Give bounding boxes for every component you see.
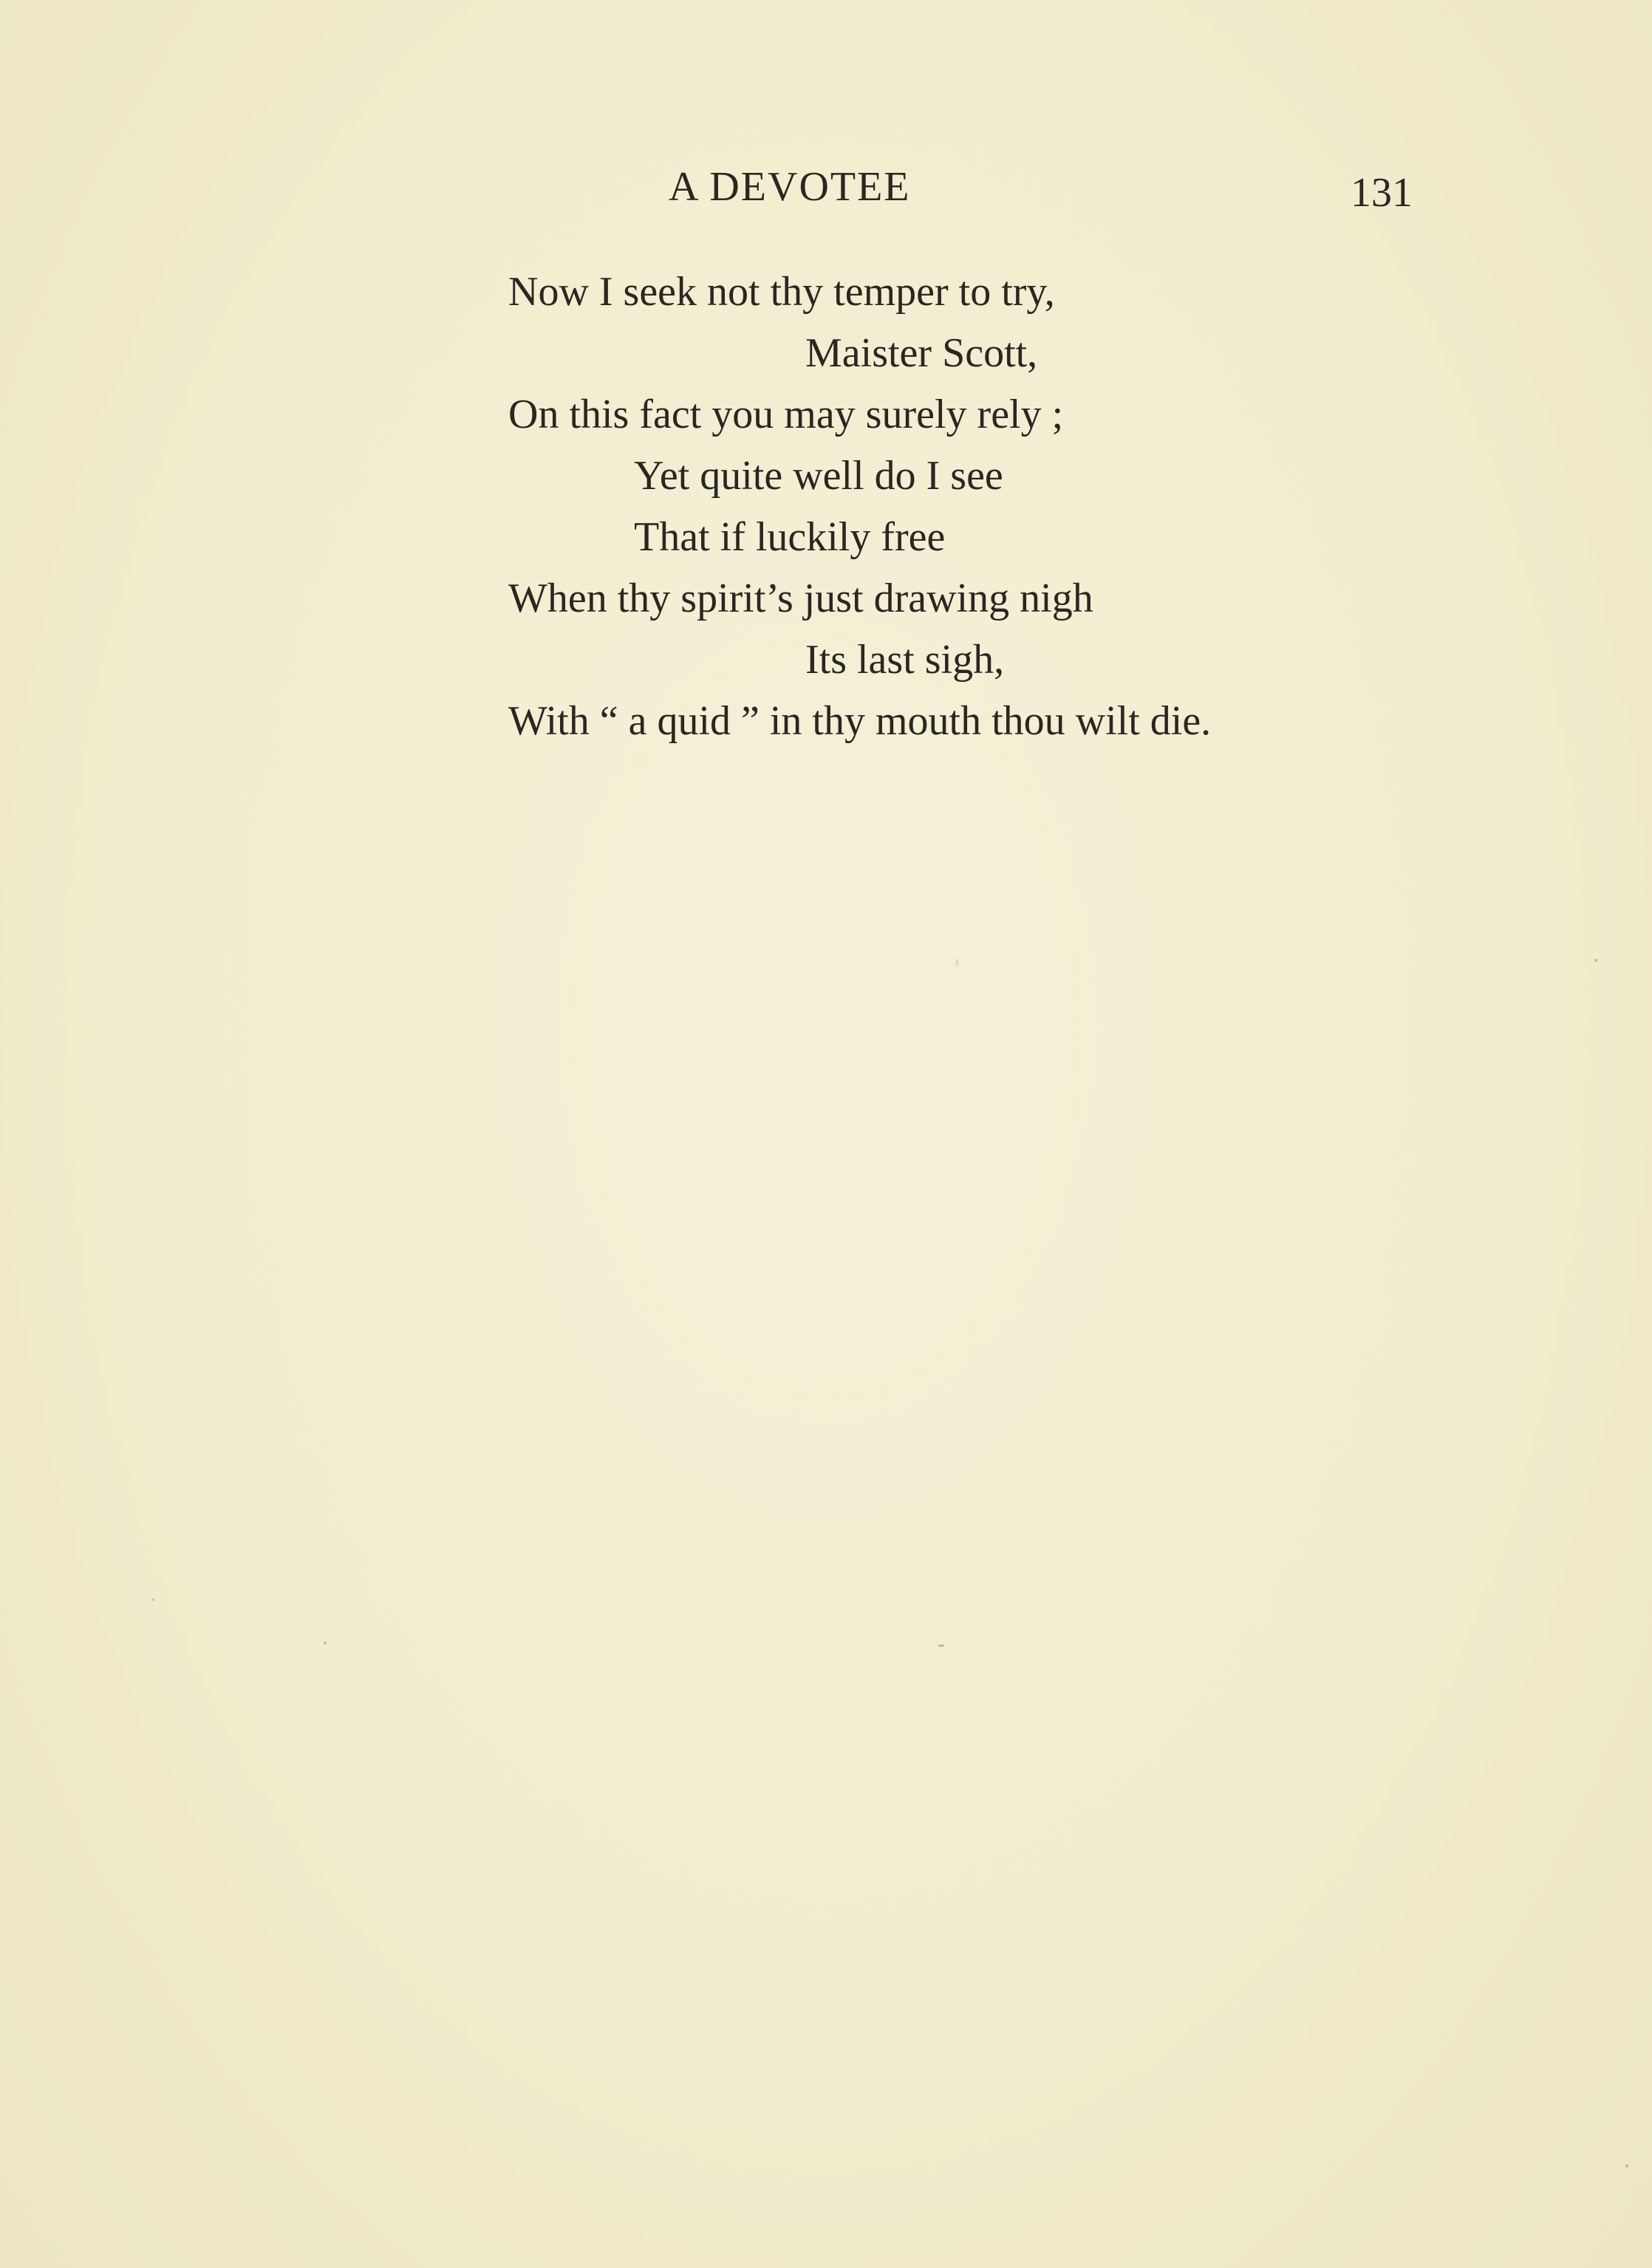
verse-line: Its last sigh, xyxy=(805,637,1005,683)
verse-line: When thy spirit’s just drawing nigh xyxy=(508,575,1093,621)
verse-line: Now I seek not thy temper to try, xyxy=(508,269,1055,315)
running-title: A DEVOTEE xyxy=(669,164,911,210)
page-number: 131 xyxy=(1351,170,1413,216)
paper-speck xyxy=(1625,2165,1628,2168)
paper-speck xyxy=(1594,959,1597,962)
verse-line: That if luckily free xyxy=(634,514,946,560)
paper-speck xyxy=(152,1599,154,1601)
verse-line: With “ a quid ” in thy mouth thou wilt die. xyxy=(508,698,1212,744)
paper-speck xyxy=(324,1642,327,1644)
verse-line: Maister Scott, xyxy=(805,330,1038,376)
paper-speck xyxy=(956,959,958,966)
verse-line: On this fact you may surely rely ; xyxy=(508,392,1064,437)
verse-line: Yet quite well do I see xyxy=(634,453,1003,499)
paper-speck xyxy=(938,1644,944,1647)
